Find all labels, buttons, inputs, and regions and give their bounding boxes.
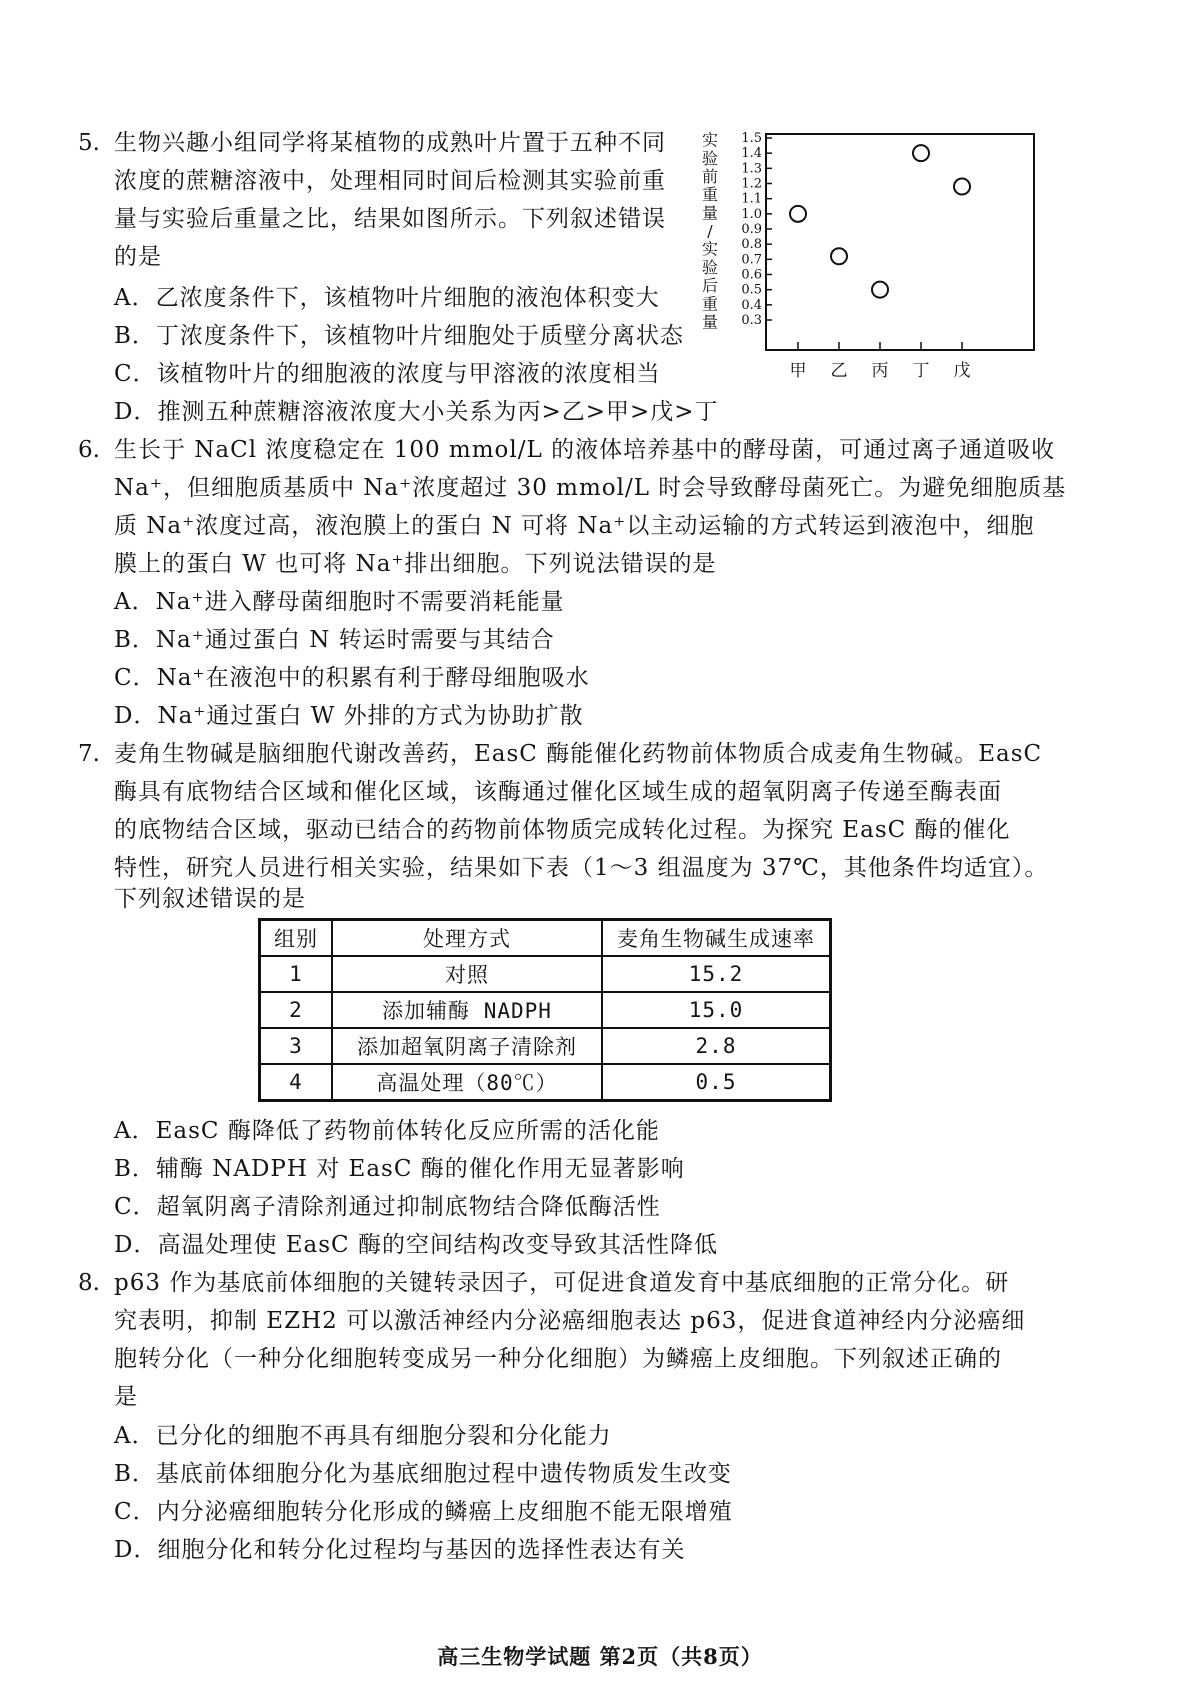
q8-stem-line-2: 究表明，抑制 EZH2 可以激活神经内分泌癌细胞表达 p63，促进食道神经内分泌癌细	[114, 1308, 1026, 1334]
q5-stem-line-3: 量与实验后重量之比，结果如图所示。下列叙述错误	[114, 206, 666, 232]
results-table	[258, 918, 832, 1102]
q5-number: 5.	[78, 130, 100, 156]
y-tick-label: 0.6	[741, 267, 762, 283]
x-tick-label: 丙	[871, 361, 889, 380]
q6-stem-line-3: 质 Na⁺浓度过高，液泡膜上的蛋白 N 可将 Na⁺以主动运输的方式转运到液泡中，细胞	[114, 513, 1035, 539]
q5-stem-line-2: 浓度的蔗糖溶液中，处理相同时间后检测其实验前重	[114, 168, 666, 194]
table-cell-rate: 0.5	[602, 1064, 831, 1101]
data-point	[954, 179, 970, 195]
table-cell-group: 2	[260, 992, 333, 1028]
page-footer: 高三生物学试题 第2页（共8页）	[437, 1644, 763, 1669]
q7-option-b: B．辅酶 NADPH 对 EasC 酶的催化作用无显著影响	[114, 1156, 685, 1182]
scatter-chart	[698, 120, 1058, 380]
y-axis-label-char: 量	[701, 203, 719, 223]
y-axis-label-char: 重	[701, 294, 719, 314]
table-cell-treatment: 添加超氧阴离子清除剂	[332, 1028, 602, 1064]
y-axis-label-char: 验	[701, 148, 719, 168]
q6-option-b: B．Na⁺通过蛋白 N 转运时需要与其结合	[114, 627, 555, 653]
q5-option-c: C．该植物叶片的细胞液的浓度与甲溶液的浓度相当	[114, 361, 661, 387]
q6-option-a: A．Na⁺进入酵母菌细胞时不需要消耗能量	[114, 589, 565, 615]
x-tick-label: 戊	[953, 361, 971, 380]
table-row	[260, 956, 831, 992]
q8-number: 8.	[78, 1270, 100, 1296]
q7-stem-line-4: 特性，研究人员进行相关实验，结果如下表（1～3 组温度为 37℃，其他条件均适宜）。	[114, 855, 1049, 881]
y-axis-label-char: /	[707, 221, 713, 241]
y-tick-label: 1.4	[741, 146, 762, 162]
y-tick-label: 1.2	[741, 176, 762, 192]
y-tick-label: 0.5	[741, 282, 762, 298]
table-row	[260, 1064, 831, 1101]
y-tick-label: 0.4	[741, 297, 762, 313]
y-axis-label-char: 验	[701, 257, 719, 277]
q7-option-a: A．EasC 酶降低了药物前体转化反应所需的活化能	[114, 1118, 660, 1144]
y-tick-label: 1.5	[741, 131, 762, 146]
plot-frame	[766, 134, 1034, 350]
table-cell-treatment: 添加辅酶 NADPH	[332, 992, 602, 1028]
table-header-treatment: 处理方式	[332, 920, 602, 957]
q8-stem-line-3: 胞转分化（一种分化细胞转变成另一种分化细胞）为鳞癌上皮细胞。下列叙述正确的	[114, 1346, 1002, 1372]
y-tick-label: 1.0	[741, 206, 762, 222]
y-axis-label-char: 实	[701, 130, 719, 150]
table-row	[260, 1028, 831, 1064]
table-header-rate: 麦角生物碱生成速率	[602, 920, 831, 957]
q7-number: 7.	[78, 741, 100, 767]
table-header-row	[260, 920, 831, 957]
q6-number: 6.	[78, 437, 100, 463]
q5-option-a: A．乙浓度条件下，该植物叶片细胞的液泡体积变大	[114, 285, 660, 311]
x-tick-label: 甲	[789, 361, 807, 380]
y-axis-label-char: 前	[701, 167, 719, 186]
q5-option-b: B．丁浓度条件下，该植物叶片细胞处于质壁分离状态	[114, 323, 684, 349]
y-axis-label-char: 实	[701, 239, 719, 259]
q7-stem-line-1: 麦角生物碱是脑细胞代谢改善药，EasC 酶能催化药物前体物质合成麦角生物碱。EasC	[114, 741, 1043, 767]
y-axis-label-char: 量	[701, 312, 719, 332]
data-point	[913, 145, 929, 161]
table-cell-group: 3	[260, 1028, 333, 1064]
table-cell-group: 4	[260, 1064, 333, 1101]
y-axis-label-char: 后	[701, 276, 719, 296]
y-axis-label-char: 重	[701, 185, 719, 205]
table-cell-rate: 15.0	[602, 992, 831, 1028]
q5-stem-line-4: 的是	[114, 244, 162, 270]
q5-option-d: D．推测五种蔗糖溶液浓度大小关系为丙>乙>甲>戊>丁	[114, 399, 719, 425]
q7-stem-line-2: 酶具有底物结合区域和催化区域，该酶通过催化区域生成的超氧阴离子传递至酶表面	[114, 779, 1002, 805]
table-cell-treatment: 对照	[332, 956, 602, 992]
q8-option-a: A．已分化的细胞不再具有细胞分裂和分化能力	[114, 1423, 612, 1449]
y-tick-label: 0.3	[741, 313, 762, 328]
data-point	[831, 248, 847, 264]
q5-stem-line-1: 生物兴趣小组同学将某植物的成熟叶片置于五种不同	[114, 130, 666, 156]
table-cell-treatment: 高温处理（80℃）	[332, 1064, 602, 1101]
table-cell-rate: 2.8	[602, 1028, 831, 1064]
data-points	[790, 145, 970, 298]
q7-option-c: C．超氧阴离子清除剂通过抑制底物结合降低酶活性	[114, 1194, 661, 1220]
x-tick-label: 乙	[830, 361, 848, 380]
q6-stem-line-4: 膜上的蛋白 W 也可将 Na⁺排出细胞。下列说法错误的是	[114, 551, 717, 577]
q7-stem-line-5: 下列叙述错误的是	[114, 886, 306, 912]
table-cell-group: 1	[260, 956, 333, 992]
data-point	[790, 206, 806, 222]
q6-option-c: C．Na⁺在液泡中的积累有利于酵母细胞吸水	[114, 665, 590, 691]
y-tick-label: 1.1	[741, 191, 762, 207]
table-header-group: 组别	[260, 920, 333, 957]
table-cell-rate: 15.2	[602, 956, 831, 992]
q8-option-c: C．内分泌癌细胞转分化形成的鳞癌上皮细胞不能无限增殖	[114, 1499, 733, 1525]
q8-stem-line-4: 是	[114, 1384, 138, 1410]
table-row	[260, 992, 831, 1028]
y-axis-label	[702, 131, 718, 332]
y-tick-label: 0.7	[741, 252, 762, 268]
q6-stem-line-2: Na⁺，但细胞质基质中 Na⁺浓度超过 30 mmol/L 时会导致酵母菌死亡。为避免细胞质基	[114, 475, 1067, 501]
q7-stem-line-3: 的底物结合区域，驱动已结合的药物前体物质完成转化过程。为探究 EasC 酶的催化	[114, 817, 1011, 843]
q6-option-d: D．Na⁺通过蛋白 W 外排的方式为协助扩散	[114, 703, 584, 729]
y-tick-label: 0.9	[741, 222, 762, 237]
q8-option-d: D．细胞分化和转分化过程均与基因的选择性表达有关	[114, 1537, 686, 1563]
q6-stem-line-1: 生长于 NaCl 浓度稳定在 100 mmol/L 的液体培养基中的酵母菌，可通过离子通道吸收	[114, 437, 1056, 463]
y-tick-label: 1.3	[741, 161, 762, 177]
q7-option-d: D．高温处理使 EasC 酶的空间结构改变导致其活性降低	[114, 1232, 718, 1258]
x-tick-label: 丁	[912, 361, 930, 380]
q8-option-b: B．基底前体细胞分化为基底细胞过程中遗传物质发生改变	[114, 1461, 732, 1487]
x-axis-ticks	[790, 342, 971, 380]
data-point	[872, 282, 888, 298]
y-tick-label: 0.8	[741, 237, 762, 253]
q8-stem-line-1: p63 作为基底前体细胞的关键转录因子，可促进食道发育中基底细胞的正常分化。研	[114, 1270, 1010, 1296]
y-axis-ticks	[741, 131, 772, 328]
